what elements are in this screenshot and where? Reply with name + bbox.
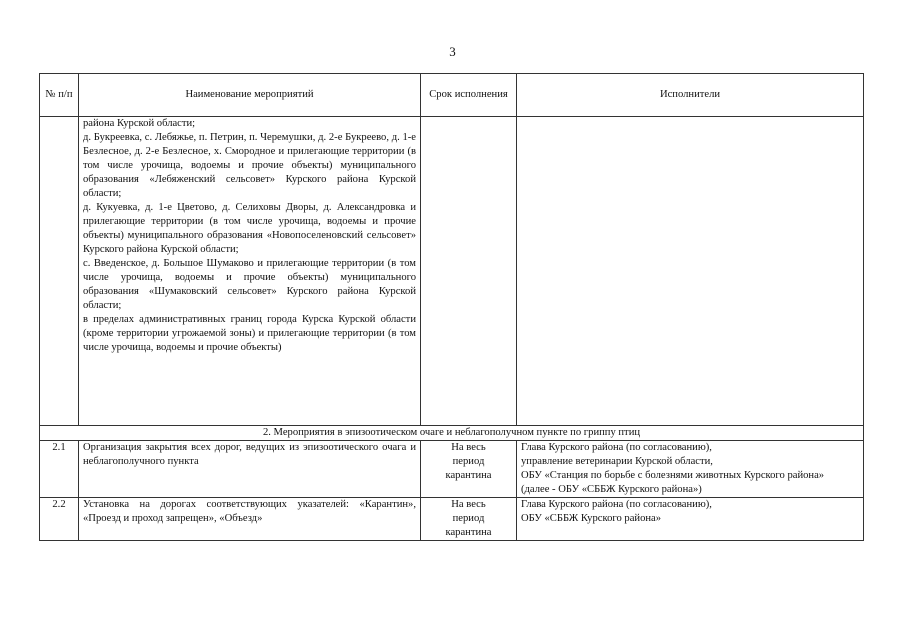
term-line: период: [452, 513, 485, 524]
measures-table: [39, 73, 864, 541]
header-measure-name: Наименование мероприятий: [79, 74, 421, 117]
table-row: [40, 498, 864, 541]
cell-executors: [517, 117, 864, 426]
executor-line: ОБУ «СББЖ Курского района»: [521, 513, 662, 524]
term-line: На весь: [451, 499, 486, 510]
continued-text-4: в пределах административных границ города Курска Курской области (кроме территории угрожаемой зоны) и прилегающие территории (в том числе урочища, водоемы и прочие объекты): [83, 314, 416, 353]
header-executors: Исполнители: [517, 74, 864, 117]
header-term: Срок исполнения: [421, 74, 517, 117]
section-row: [40, 426, 864, 441]
row-number: 2.2: [40, 498, 79, 541]
row-number: 2.1: [40, 441, 79, 498]
row-executors: [517, 441, 864, 498]
executor-line: Глава Курского района (по согласованию),: [521, 442, 712, 453]
table-header-row: [40, 74, 864, 117]
table-row-continued: [40, 117, 864, 426]
executor-line: управление ветеринарии Курской области,: [521, 456, 713, 467]
executor-line: (далее - ОБУ «СББЖ Курского района»): [521, 484, 702, 495]
term-line: период: [452, 456, 485, 467]
section-title: 2. Мероприятия в эпизоотическом очаге и неблагополучном пункте по гриппу птиц: [40, 426, 864, 441]
term-line: карантина: [445, 527, 492, 538]
cell-measure-name: [79, 117, 421, 426]
row-term: [421, 441, 517, 498]
table-row: [40, 441, 864, 498]
row-term: [421, 498, 517, 541]
continued-text-1: д. Букреевка, с. Лебяжье, п. Петрин, п. Черемушки, д. 2-е Букреево, д. 1-е Безлесное, д. 2-е Безлесное, х. Смородное и прилегающие территории (в том числе урочища, водоемы и прочие объекты) муниципального образования «Лебяженский сельсовет» Курского района Курской области;: [83, 132, 416, 199]
continued-text-0: района Курской области;: [83, 118, 196, 129]
cell-term: [421, 117, 517, 426]
continued-text-2: д. Кукуевка, д. 1-е Цветово, д. Селиховы Дворы, д. Александровка и прилегающие территории (в том числе урочища, водоемы и прочие объекты) муниципального образования «Новопоселеновский сельсовет» Курского района Курской области;: [83, 202, 416, 255]
term-line: На весь: [451, 442, 486, 453]
row-measure-name: Организация закрытия всех дорог, ведущих из эпизоотического очага и неблагополучного пункта: [79, 441, 421, 498]
page-number: 3: [449, 44, 456, 59]
continued-text-3: с. Введенское, д. Большое Шумаково и прилегающие территории (в том числе урочища, водоемы и прочие объекты) муниципального образования «Шумаковский сельсовет» Курского района Курской области;: [83, 258, 416, 311]
executor-line: Глава Курского района (по согласованию),: [521, 499, 712, 510]
header-number: № п/п: [40, 74, 79, 117]
term-line: карантина: [445, 470, 492, 481]
row-measure-name: Установка на дорогах соответствующих указателей: «Карантин», «Проезд и проход запрещен», «Объезд»: [79, 498, 421, 541]
executor-line: ОБУ «Станция по борьбе с болезнями животных Курского района»: [521, 470, 825, 481]
row-executors: [517, 498, 864, 541]
cell-number: [40, 117, 79, 426]
